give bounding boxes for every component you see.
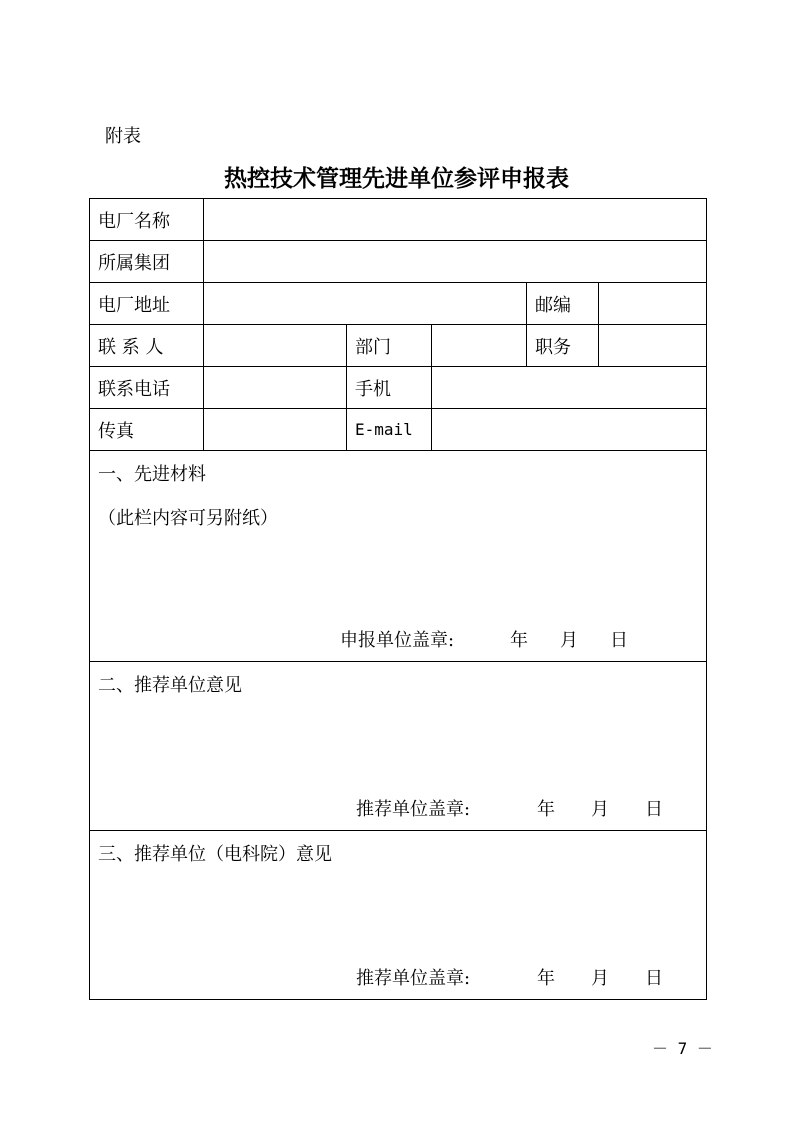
row-contact (90, 325, 707, 367)
row-group (90, 241, 707, 283)
form-title: 热控技术管理先进单位参评申报表 (224, 165, 569, 192)
section-3-year: 年 (537, 968, 555, 989)
position-field[interactable] (599, 325, 707, 367)
section-1-note: （此栏内容可另附纸） (98, 508, 278, 529)
group-label: 所属集团 (90, 241, 204, 283)
section-1-seal-label: 申报单位盖章: (340, 630, 455, 651)
mobile-field[interactable] (432, 367, 707, 409)
row-address (90, 283, 707, 325)
group-field[interactable] (204, 241, 707, 283)
section-3-month: 月 (591, 968, 609, 989)
section-recommender-opinion[interactable] (90, 662, 707, 831)
page-number: － 7 － (652, 1039, 713, 1058)
phone-label: 联系电话 (90, 367, 204, 409)
appendix-label: 附表 (105, 126, 141, 147)
row-section-2 (90, 662, 707, 831)
postcode-label: 邮编 (527, 283, 599, 325)
department-label: 部门 (347, 325, 432, 367)
section-1-day: 日 (610, 630, 628, 651)
section-2-seal-label: 推荐单位盖章: (356, 799, 471, 820)
department-field[interactable] (432, 325, 527, 367)
fax-label: 传真 (90, 409, 204, 451)
section-2-day: 日 (645, 799, 663, 820)
row-fax (90, 409, 707, 451)
plant-name-label: 电厂名称 (90, 199, 204, 241)
section-3-day: 日 (645, 968, 663, 989)
address-field[interactable] (204, 283, 527, 325)
row-section-3 (90, 831, 707, 1000)
section-2-year: 年 (537, 799, 555, 820)
section-1-year: 年 (510, 630, 528, 651)
section-advanced-materials[interactable] (90, 451, 707, 662)
mobile-label: 手机 (347, 367, 432, 409)
section-2-heading: 二、推荐单位意见 (98, 675, 242, 696)
section-1-month: 月 (560, 630, 578, 651)
section-3-seal-label: 推荐单位盖章: (356, 968, 471, 989)
email-label: E-mail (347, 409, 432, 451)
phone-field[interactable] (204, 367, 347, 409)
email-field[interactable] (432, 409, 707, 451)
plant-name-field[interactable] (204, 199, 707, 241)
row-plant-name (90, 199, 707, 241)
fax-field[interactable] (204, 409, 347, 451)
contact-field[interactable] (204, 325, 347, 367)
section-research-institute-opinion[interactable] (90, 831, 707, 1000)
address-label: 电厂地址 (90, 283, 204, 325)
application-form-table (89, 198, 707, 1000)
position-label: 职务 (527, 325, 599, 367)
section-2-month: 月 (591, 799, 609, 820)
row-phone (90, 367, 707, 409)
section-1-heading: 一、先进材料 (98, 464, 206, 485)
row-section-1 (90, 451, 707, 662)
contact-label: 联 系 人 (90, 325, 204, 367)
section-3-heading: 三、推荐单位（电科院）意见 (98, 844, 332, 865)
postcode-field[interactable] (599, 283, 707, 325)
